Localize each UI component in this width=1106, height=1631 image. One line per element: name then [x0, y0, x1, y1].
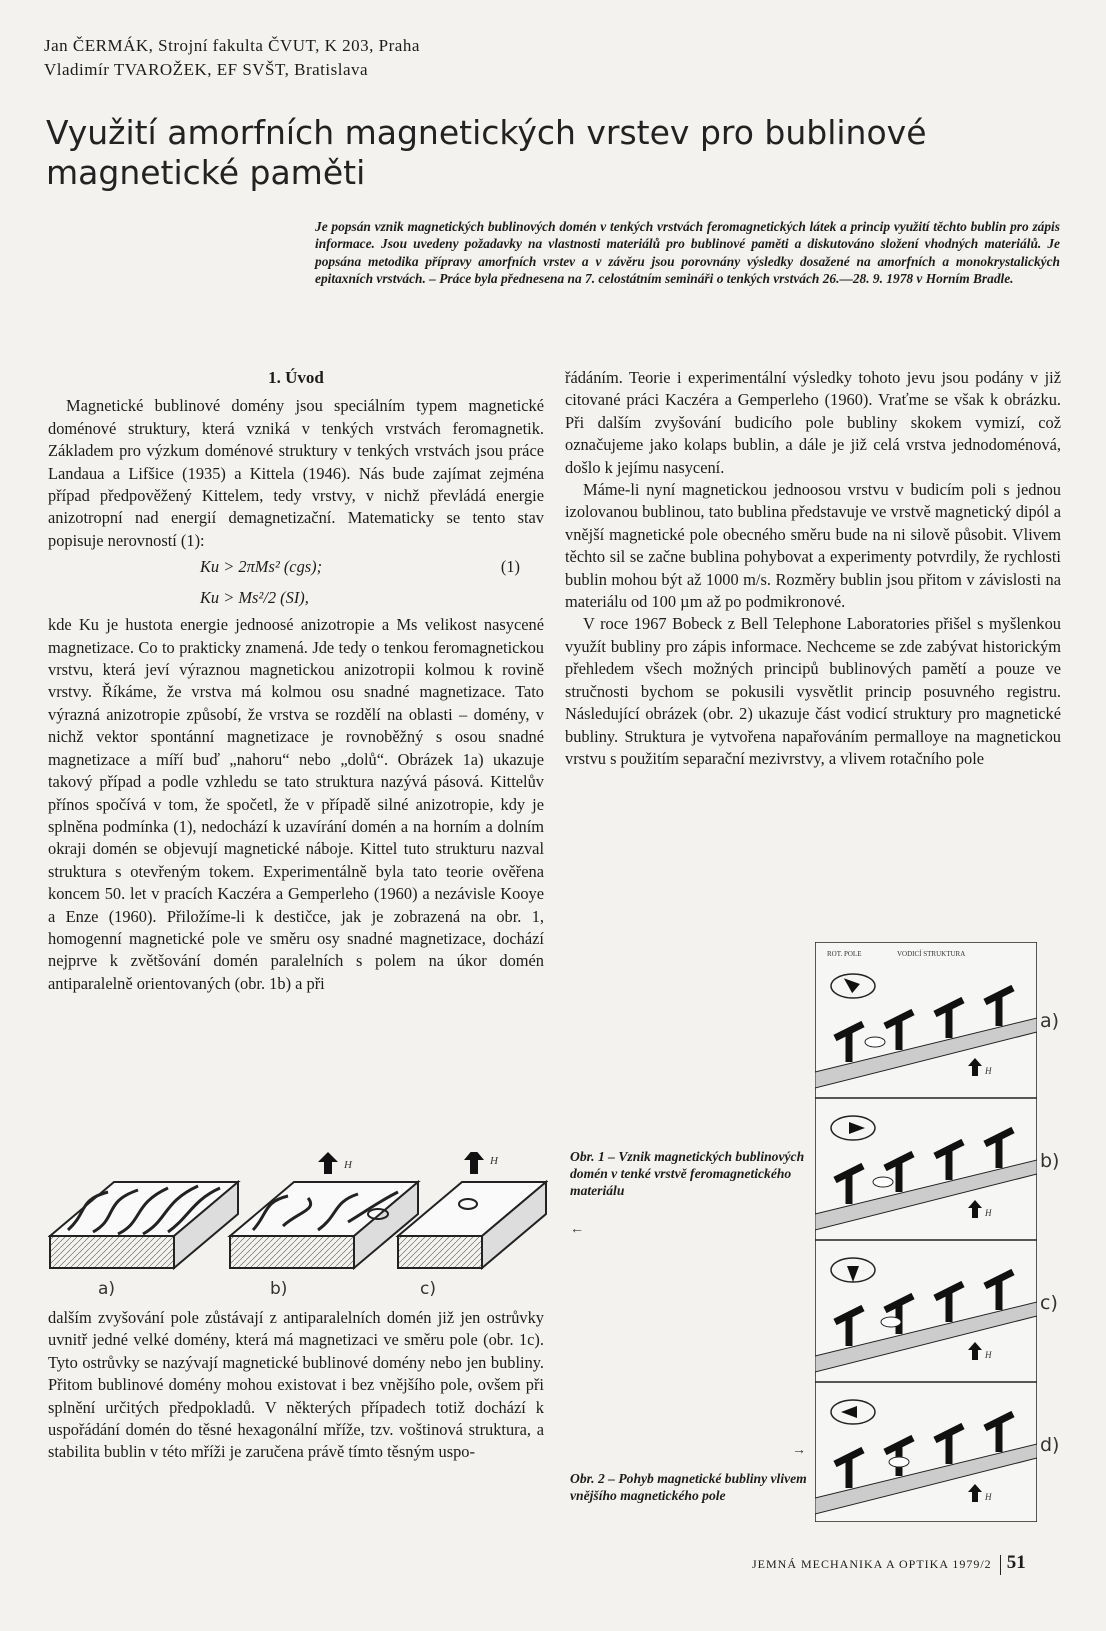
equation-1-expr: Ku > 2πMs² (cgs);: [200, 557, 323, 577]
paragraph-collapse: řádáním. Teorie i experimentální výsledky tohoto jevu jsou podány v již citované práci Kaczéra a Gemperleho (1960). Vraťme se však k obrázku. Při dalším zvyšování budicího pole bubliny skokem vymizí, což označujeme jako kolaps bublin, a dále je již celá vrstva jednodoménová, došlo k jejímu nasycení.: [565, 368, 1061, 477]
field-label-c: H: [490, 1155, 498, 1167]
fig2-label-rot-pole: ROT. POLE: [827, 950, 862, 958]
page-footer: [752, 1552, 1026, 1575]
paragraph-dipole: Máme-li nyní magnetickou jednoosou vrstvu v budicím poli s jednou izolovanou bublinou, tato bublina představuje ve vrstvě magnetický dipól a vnější magnetické pole obecného směru bude na ni silově působit. Vlivem těchto sil se začne bublina pohybovat a experimenty potvrdily, že rychlosti bublin mohou být až 1000 m/s. Rozměry bublin jsou přitom v závislosti na materiálu od 100 µm až po podmikronové.: [565, 480, 1061, 612]
field-arrow-icon: [318, 1152, 484, 1174]
figure-2-caption: Obr. 2 – Pohyb magnetické bubliny vlivem vnějšího magnetického pole: [570, 1471, 807, 1503]
abstract: Je popsán vznik magnetických bublinových domén v tenkých vrstvách feromagnetických látek a princip využití těchto bublin pro zápis informace. Jsou uvedeny požadavky na vlastnosti materiálů pro bublinové paměti a diskutováno složení vhodných materiálů. Je popsána metodika přípravy amorfních vrstev a v závěru jsou porovnány výsledky dosažené na amorfních a monokrystalických epitaxních vrstvách. – Práce byla přednesena na 7. celostátním semináři o tenkých vrstvách 26.—28. 9. 1978 v Horním Bradle.: [315, 219, 1060, 287]
figure-1-domain-slabs: [48, 1152, 548, 1302]
figure-2-label-a: a): [1040, 1010, 1060, 1032]
equation-number: (1): [500, 557, 520, 577]
figure-2-bubble-propagation: [815, 942, 1037, 1522]
slab-b-icon: [230, 1182, 418, 1268]
footer-divider: [1000, 1555, 1001, 1575]
author-1: Jan ČERMÁK, Strojní fakulta ČVUT, K 203, Praha: [44, 36, 420, 55]
figure-1-label-b: b): [270, 1279, 288, 1299]
field-label-b: H: [344, 1159, 352, 1171]
section-heading: 1. Úvod: [268, 368, 324, 387]
svg-text:H: H: [985, 1066, 992, 1076]
slab-a-icon: [50, 1182, 238, 1268]
column-left-bottom: [48, 1307, 544, 1464]
equation-1: [48, 552, 544, 583]
equation-2: [48, 583, 544, 614]
svg-text:H: H: [985, 1208, 992, 1218]
equation-2-expr: Ku > Ms²/2 (SI),: [200, 588, 309, 608]
column-left-top: [48, 367, 544, 995]
right-arrow-icon: →: [792, 1443, 806, 1458]
page-number: 51: [1006, 1552, 1026, 1573]
left-arrow-icon: ←: [570, 1222, 584, 1237]
paragraph-bubbles: dalším zvyšování pole zůstávají z antiparalelních domén již jen ostrůvky uvnitř jedné velké domény, která má magnetizaci ve směru pole (obr. 1c). Tyto ostrůvky se nazývají magnetické bublinové domény nebo jen bubliny. Přitom bublinové domény mohou existovat i bez vnějšího pole, ovšem při splnění určitých předpokladů. V některých případech totiž dochází k uspořádání domén do těsné hexagonální mříže, tzv. voštinová struktura, a stabilita bublin v této mříži je zaručena právě tímto těsným uspo-: [48, 1308, 544, 1462]
svg-text:H: H: [985, 1350, 992, 1360]
author-block: [44, 34, 420, 82]
author-2: Vladimír TVAROŽEK, EF SVŠT, Bratislava: [44, 60, 369, 79]
paragraph-bobeck: V roce 1967 Bobeck z Bell Telephone Laboratories přišel s myšlenkou využít bubliny pro zápis informace. Nechceme se zde zabývat historickým přehledem všech možných principů bublinových pamětí a pouze ve stručnosti bychom se pokusili vysvětlit princip posuvného registru. Následující obrázek (obr. 2) ukazuje část vodicí struktury pro magnetické bubliny. Struktura je vytvořena napařováním permalloye na magnetickou vrstvu s použitím separační mezivrstvy, a vlivem rotačního pole: [565, 614, 1061, 768]
figure-2-label-c: c): [1040, 1292, 1058, 1314]
figure-2-label-d: d): [1040, 1434, 1060, 1456]
figure-1-caption: Obr. 1 – Vznik magnetických bublinových domén v tenké vrstvě feromagnetického materiálu: [570, 1149, 805, 1198]
paragraph-intro: Magnetické bublinové domény jsou speciálním typem magnetické doménové struktury, která vzniká v tenkých vrstvách feromagnetik. Základem pro výzkum doménové struktury v tenkých vrstvách jsou práce Landaua a Lifšice (1935) a Kittela (1946). Nás bude zajímat zejména případ předpověžený Kittelem, tedy vrstvy, v nichž převládá energie anizotropní nad energií demagnetizační. Matematicky se tento stav popisuje nerovností (1):: [48, 396, 544, 550]
figure-1-label-a: a): [98, 1279, 116, 1299]
article-title: [46, 113, 1046, 193]
title-line-1: Využití amorfních magnetických vrstev pro bublinové: [46, 113, 927, 152]
paragraph-kittel: kde Ku je hustota energie jednoosé anizotropie a Ms velikost nasycené magnetizace. Co to prakticky znamená. Jde tedy o tenkou feromagnetickou vrstvu, která jeví výraznou magnetickou anizotropii kolmou k rovině vrstvy. Říkáme, že vrstva má kolmou osu snadné magnetizace. Tato výrazná anizotropie způsobí, že vrstva se rozdělí na oblasti – domény, v nichž vektor spontánní magnetizace je rovnoběžný s osou snadné magnetizace a míří buď „nahoru“ nebo „dolů“. Obrázek 1a) ukazuje takový případ a podle vzhledu se tato struktura nazývá pásová. Kittelův přínos spočívá v tom, že spočetl, že v případě silné anizotropie, kdy je splněna podmínka (1), nedochází k uzavírání domén a na horním a dolním okraji domén se objevují magnetické náboje. Kittel tuto strukturu nazval struktura s otevřeným tokem. Experimentálně byla tato teorie ověřena koncem 50. let v pracích Kaczéra a Gemperleho (1960) a nezávisle Kooye a Enze (1960). Přiložíme-li k destičce, jak je zobrazená na obr. 1, homogenní magnetické pole ve směru osy snadné magnetizace, dochází nejprve k zvětšování domén paralelních s polem na úkor domén antiparalelně orientovaných (obr. 1b) a při: [48, 615, 544, 993]
svg-text:H: H: [985, 1492, 992, 1502]
journal-name: JEMNÁ MECHANIKA A OPTIKA 1979/2: [752, 1557, 992, 1571]
figure-2-label-b: b): [1040, 1150, 1060, 1172]
column-right: [565, 367, 1061, 770]
figure-1-label-c: c): [420, 1279, 436, 1299]
fig2-label-structure: VODICÍ STRUKTURA: [897, 950, 966, 958]
slab-c-icon: [398, 1182, 546, 1268]
title-line-2: magnetické paměti: [46, 153, 366, 192]
